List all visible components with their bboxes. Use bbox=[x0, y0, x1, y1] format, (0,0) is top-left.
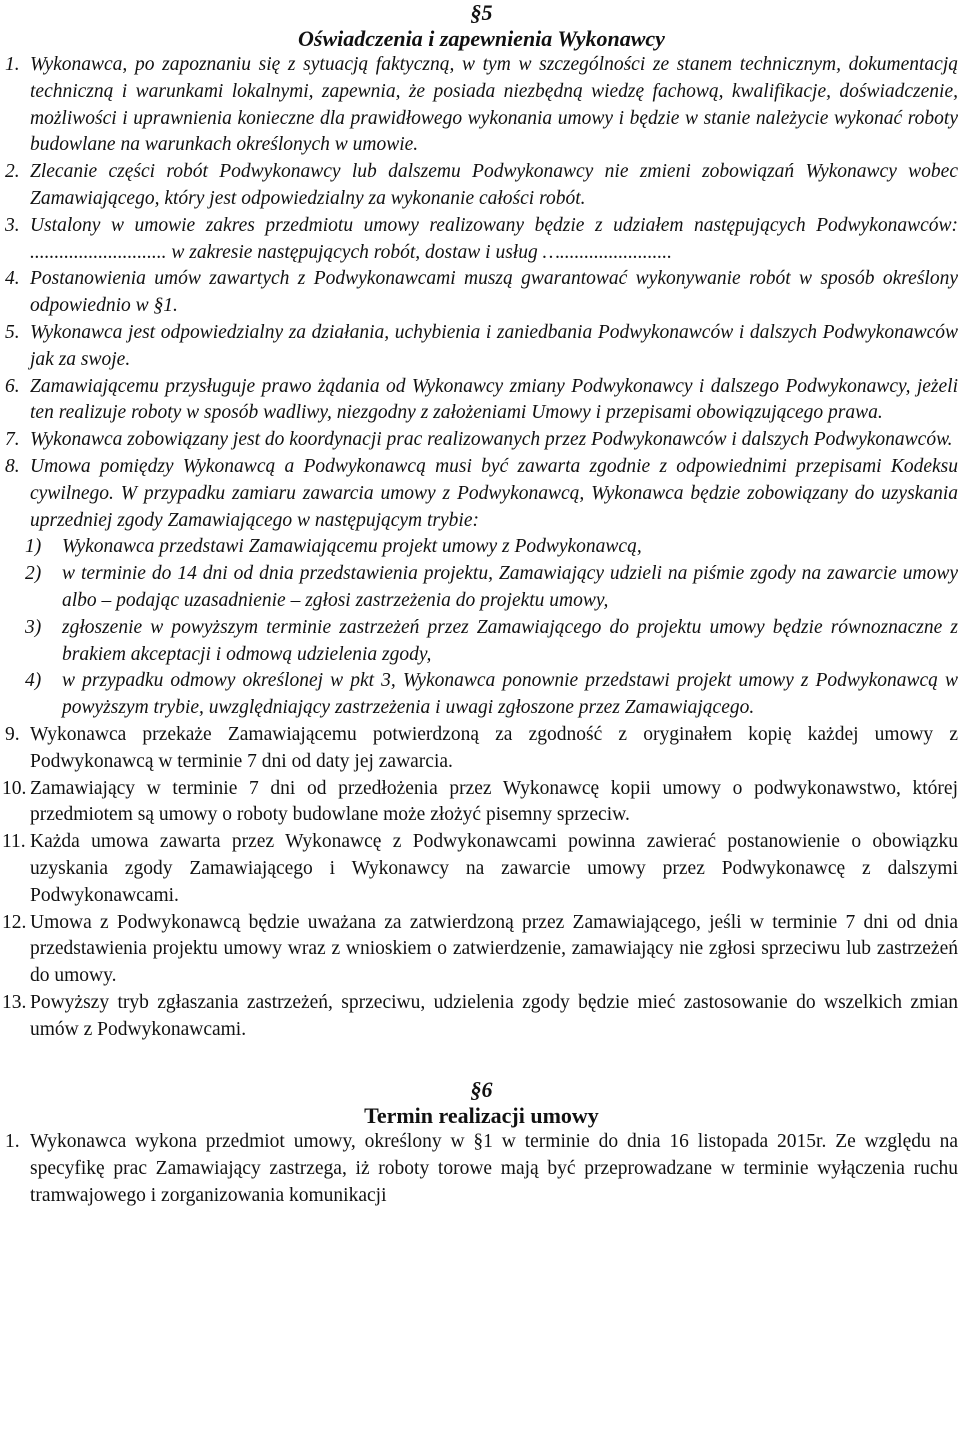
list-item bbox=[5, 159, 958, 213]
item-text: Umowa pomiędzy Wykonawcą a Podwykonawcą musi być zawarta zgodnie z odpowiednimi przepisami Kodeksu cywilnego. W przypadku zamiaru zawarcia umowy z Podwykonawcą, Wykonawca będzie zobowiązany do uzyskania uprzedniej zgody Zamawiającego w następującym trybie: bbox=[30, 455, 958, 531]
item-text: Wykonawca zobowiązany jest do koordynacji prac realizowanych przez Podwykonawców i dalszych Podwykonawców. bbox=[30, 429, 953, 451]
list-item bbox=[2, 829, 958, 909]
sub-item-number: 1) bbox=[25, 536, 42, 558]
item-number: 8. bbox=[5, 455, 20, 477]
item-number: 2. bbox=[5, 161, 20, 183]
list-item bbox=[5, 722, 958, 776]
list-item bbox=[5, 1129, 958, 1209]
sub-list-item bbox=[25, 561, 958, 615]
item-text: Powyższy tryb zgłaszania zastrzeżeń, sprzeciwu, udzielenia zgody będzie mieć zastosowanie do wszelkich zmian umów z Podwykonawcami. bbox=[30, 991, 958, 1040]
item-number: 6. bbox=[5, 375, 20, 397]
section-sign: §5 bbox=[470, 0, 493, 25]
item-text: Wykonawca wykona przedmiot umowy, określony w §1 w terminie do dnia 16 listopada 2015r. Ze względu na specyfikę prac Zamawiający zastrzega, iż roboty torowe mają być przeprowadzane w terminie wyłączenia ruchu tramwajowego i zorganizowania komunikacji bbox=[30, 1131, 958, 1207]
item-text: Wykonawca, po zapoznaniu się z sytuacją faktyczną, w tym w szczególności ze stanem technicznym, dokumentacją techniczną i warunkami lokalnymi, zapewnia, że posiada niezbędną wiedzę fachową, kwalifikacje, doświadczenie, możliwości i uprawnienia konieczne dla prawidłowego wykonania umowy i będzie w stanie należycie wykonać roboty budowlane na warunkach określonych w umowie. bbox=[30, 54, 958, 156]
sub-item-text: w terminie do 14 dni od dnia przedstawienia projektu, Zamawiający udzieli na piśmie zgody na zawarcie umowy albo – podając uzasadnienie – zgłosi zastrzeżenia do projektu umowy, bbox=[62, 563, 958, 611]
list-item bbox=[2, 990, 958, 1044]
list-item bbox=[5, 213, 958, 267]
item-text: Zamawiającemu przysługuje prawo żądania od Wykonawcy zmiany Podwykonawcy i dalszego Podwykonawcy, jeżeli ten realizuje roboty w sposób wadliwy, niezgodny z założeniami Umowy i przepisami obowiązującego prawa. bbox=[30, 375, 958, 424]
list-item bbox=[5, 374, 958, 428]
item-number: 5. bbox=[5, 321, 20, 343]
list-item bbox=[5, 427, 958, 454]
sub-item-text: w przypadku odmowy określonej w pkt 3, Wykonawca ponownie przedstawi projekt umowy z Podwykonawcą w powyższym trybie, uwzględniający zastrzeżenia i uwagi zgłoszone przez Zamawiającego. bbox=[62, 670, 958, 719]
item-number: 13. bbox=[2, 991, 27, 1013]
item-text: Każda umowa zawarta przez Wykonawcę z Podwykonawcami powinna zawierać postanowienie o obowiązku uzyskania zgody Zamawiającego i Wykonawcy na zawarcie umowy przez Podwykonawcę z dalszymi Podwykonawcami. bbox=[30, 831, 958, 906]
sub-item-number: 3) bbox=[25, 616, 42, 638]
sub-list-item bbox=[25, 668, 958, 722]
item-number: 9. bbox=[5, 723, 20, 745]
list-item bbox=[5, 454, 958, 722]
section-sign: §6 bbox=[470, 1077, 493, 1103]
sub-list-item bbox=[25, 534, 958, 561]
item-number: 4. bbox=[5, 268, 20, 290]
sub-item-text: zgłoszenie w powyższym terminie zastrzeżeń przez Zamawiającego do projektu umowy będzie równoznaczne z brakiem akceptacji i odmową udzielenia zgody, bbox=[62, 616, 958, 665]
sub-item-number: 4) bbox=[25, 670, 42, 692]
item-text: Postanowienia umów zawartych z Podwykonawcami muszą gwarantować wykonywanie robót w sposób określony odpowiednio w §1. bbox=[30, 268, 958, 317]
sub-list bbox=[25, 534, 958, 722]
item-text: Wykonawca jest odpowiedzialny za działania, uchybienia i zaniedbania Podwykonawców i dalszych Podwykonawców jak za swoje. bbox=[30, 321, 958, 370]
sub-item-text: Wykonawca przedstawi Zamawiającemu projekt umowy z Podwykonawcą, bbox=[62, 536, 642, 558]
section-5 bbox=[2, 0, 958, 1043]
item-number: 7. bbox=[5, 429, 20, 451]
item-number: 12. bbox=[2, 911, 27, 933]
item-text: Ustalony w umowie zakres przedmiotu umowy realizowany będzie z udziałem następujących Podwykonawców: ............................ w zakresie następujących robót, dostaw i usług …....................... bbox=[30, 214, 958, 263]
section-title: Oświadczenia i zapewnienia Wykonawcy bbox=[298, 26, 665, 51]
item-number: 1. bbox=[5, 54, 20, 75]
document-page bbox=[2, 0, 958, 1210]
item-number: 11. bbox=[2, 831, 26, 853]
section-6 bbox=[5, 1077, 958, 1209]
list-item bbox=[5, 52, 958, 159]
item-number: 1. bbox=[5, 1131, 20, 1153]
item-text: Zlecanie części robót Podwykonawcy lub dalszemu Podwykonawcy nie zmieni zobowiązań Wykonawcy wobec Zamawiającego, który jest odpowiedzialny za wykonanie całości robót. bbox=[30, 161, 958, 209]
item-number: 10. bbox=[2, 777, 27, 799]
item-text: Umowa z Podwykonawcą będzie uważana za zatwierdzoną przez Zamawiającego, jeśli w terminie 7 dni od dnia przedstawienia projektu umowy wraz z wnioskiem o zatwierdzenie, zamawiający nie zgłosi sprzeciwu lub zastrzeżeń do umowy. bbox=[30, 911, 958, 987]
sub-item-number: 2) bbox=[25, 563, 42, 585]
item-number: 3. bbox=[5, 214, 20, 236]
sub-list-item bbox=[25, 615, 958, 669]
list-item bbox=[5, 266, 958, 320]
section-title: Termin realizacji umowy bbox=[364, 1103, 599, 1129]
item-text: Zamawiający w terminie 7 dni od przedłożenia przez Wykonawcę kopii umowy o podwykonawstwo, której przedmiotem są umowy o roboty budowlane może złożyć pisemny sprzeciw. bbox=[30, 777, 958, 826]
point-list bbox=[5, 1129, 958, 1209]
list-item bbox=[5, 320, 958, 374]
point-list bbox=[2, 52, 958, 1043]
list-item bbox=[2, 910, 958, 990]
list-item bbox=[2, 776, 958, 830]
item-text: Wykonawca przekaże Zamawiającemu potwierdzoną za zgodność z oryginałem kopię każdej umowy z Podwykonawcą w terminie 7 dni od daty jej zawarcia. bbox=[30, 723, 958, 772]
